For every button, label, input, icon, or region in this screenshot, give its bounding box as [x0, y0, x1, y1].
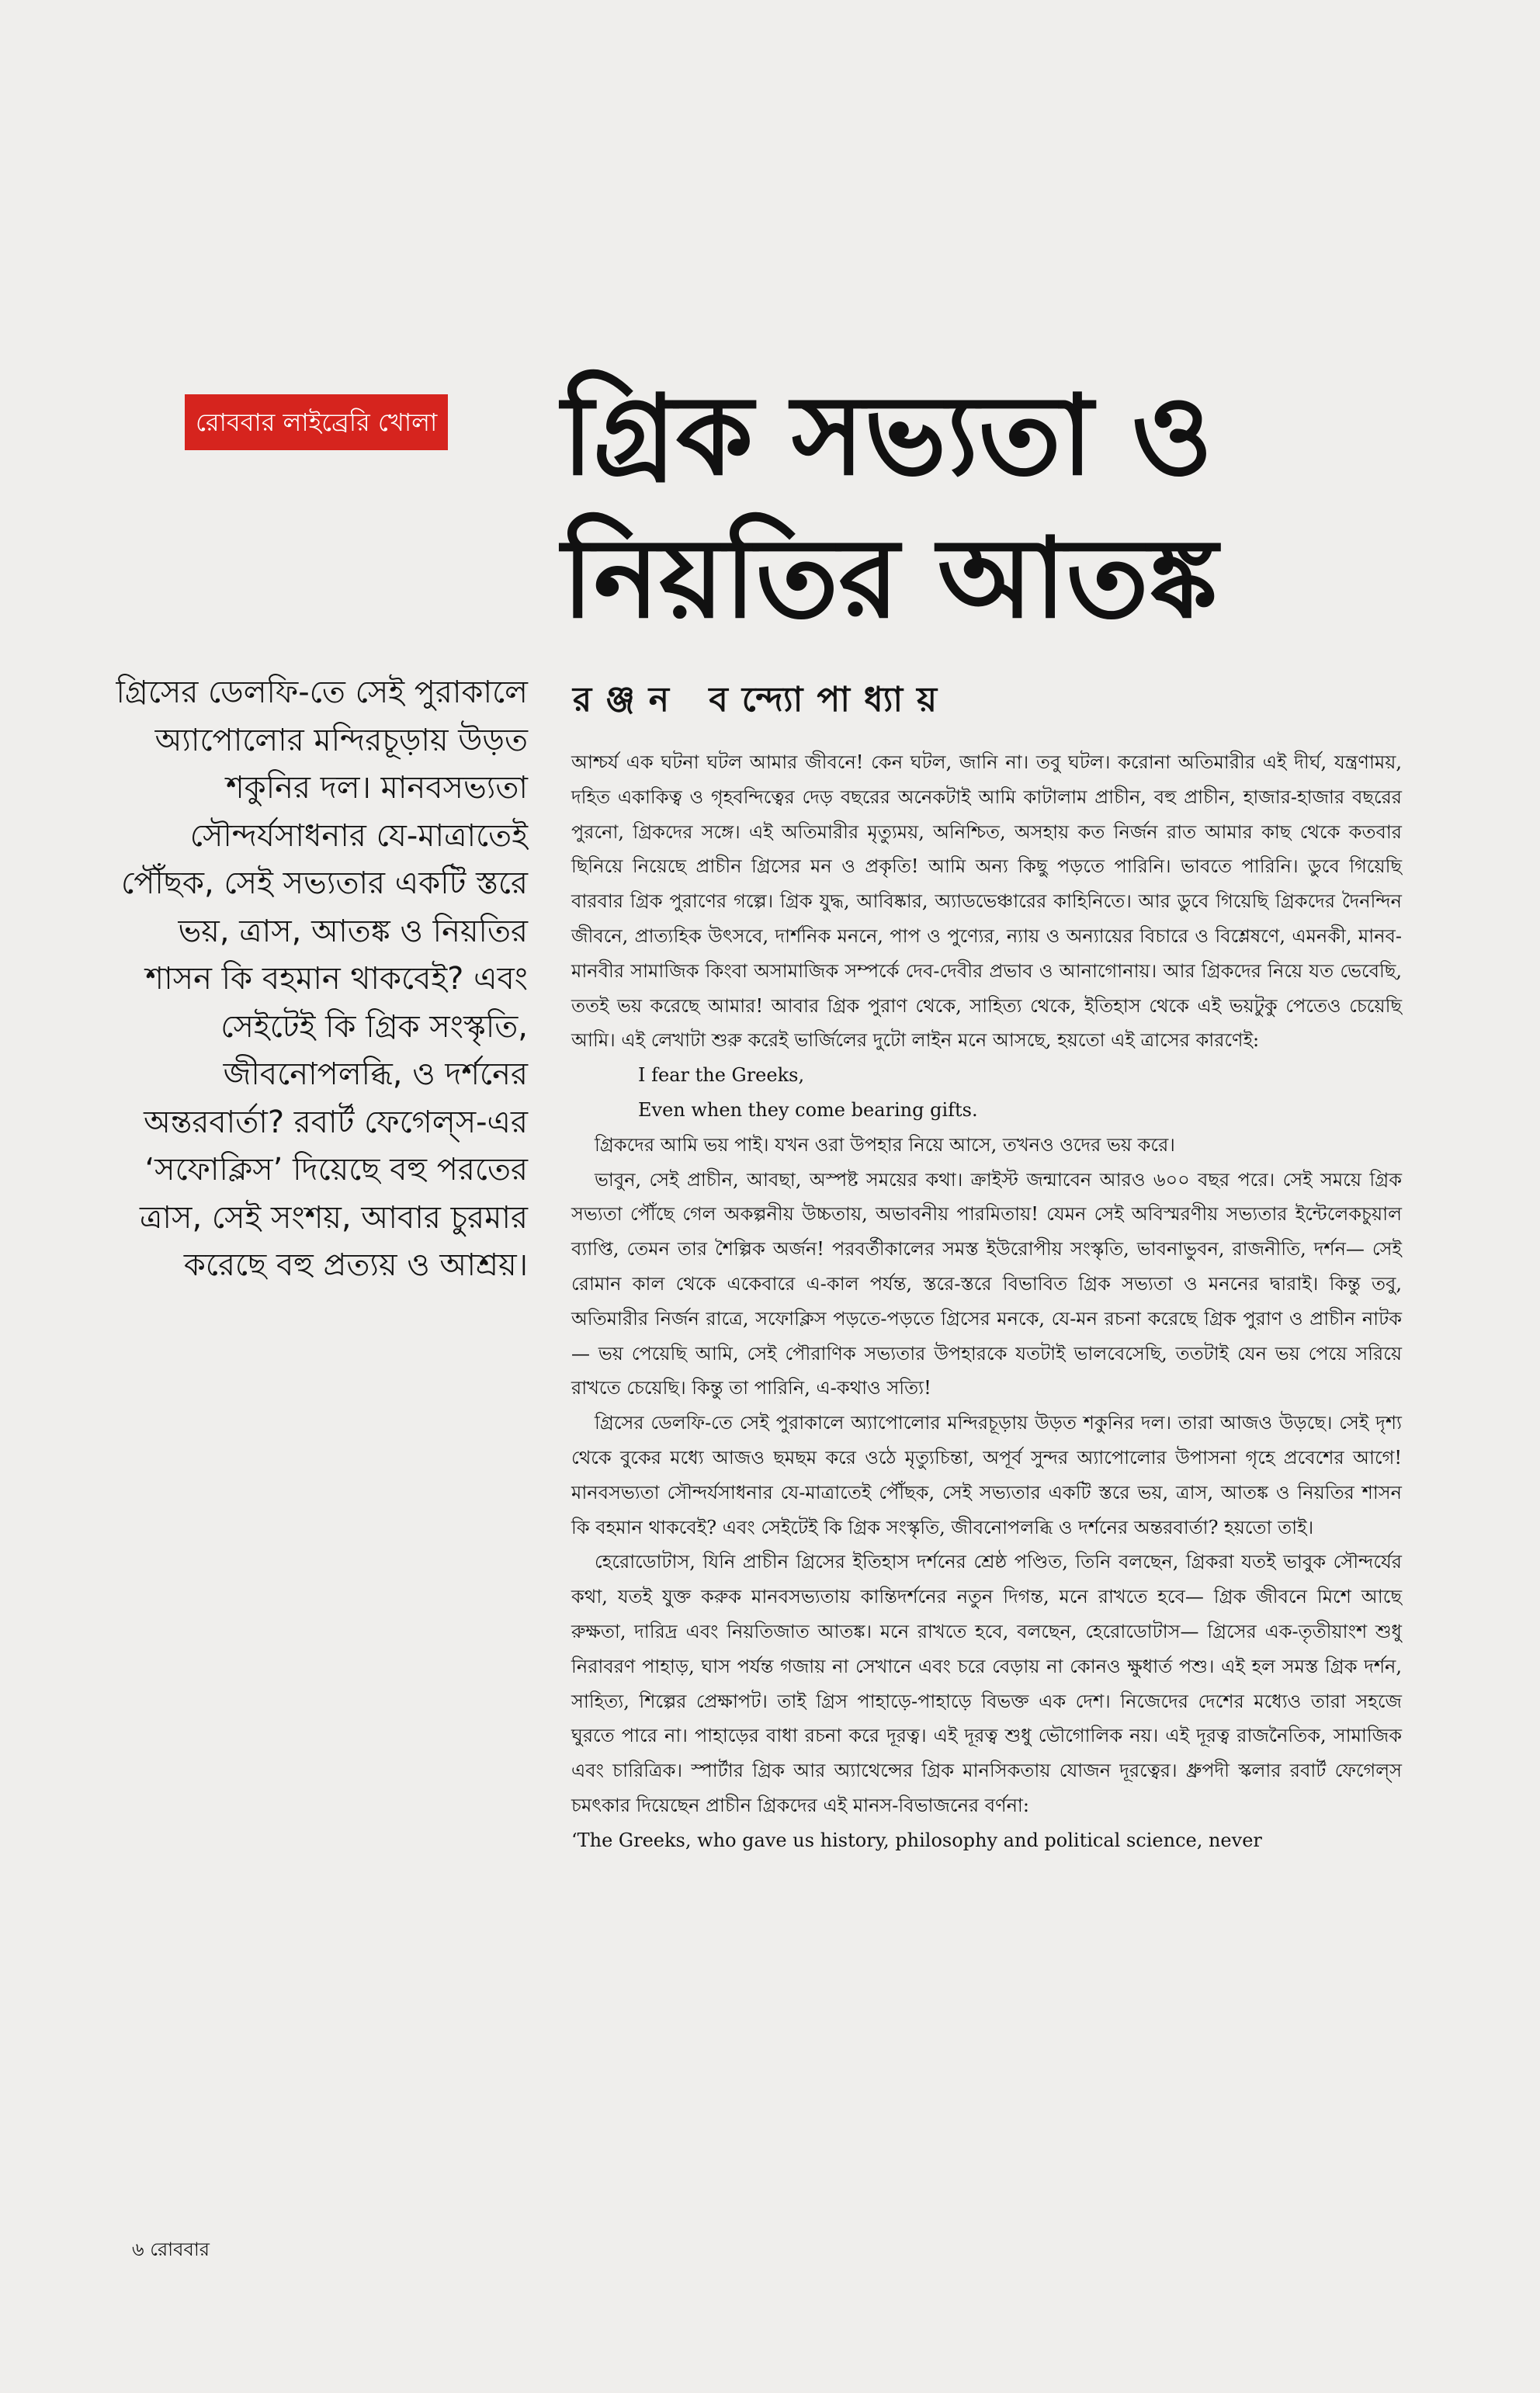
body-paragraph: গ্রিসের ডেলফি-তে সেই পুরাকালে অ্যাপোলোর মন্দিরচূড়ায় উড়ত শকুনির দল। তারা আজও উড়ছে। সেই দৃশ্য থেকে বুকের মধ্যে আজও ছমছম করে ওঠে মৃত্যুচিন্তা, অপূর্ব সুন্দর অ্যাপোলোর উপাসনা গৃহে প্রবেশের আগে! মানবসভ্যতা সৌন্দর্যসাধনার যে-মাত্রাতেই পৌঁছক, সেই সভ্যতার একটি স্তরে ভয়, ত্রাস, আতঙ্ক ও নিয়তির শাসন কি বহমান থাকবেই? এবং সেইটেই কি গ্রিক সংস্কৃতি, জীবনোপলব্ধি ও দর্শনের অন্তরবার্তা? হয়তো তাই।	[571, 1412, 1402, 1538]
title-line-1: গ্রিক সভ্যতা ও	[562, 372, 1213, 500]
article-body	[571, 745, 1402, 1858]
author-byline: রঞ্জন বন্দ্যোপাধ্যায়	[573, 680, 952, 720]
section-tag: রোববার লাইব্রেরি খোলা	[185, 394, 448, 450]
title-line-2: নিয়তির আতঙ্ক	[562, 515, 1218, 643]
article-title	[562, 365, 1478, 650]
body-paragraph: গ্রিকদের আমি ভয় পাই। যখন ওরা উপহার নিয়ে আসে, তখনও ওদের ভয় করে।	[595, 1133, 1175, 1156]
body-paragraph: আশ্চর্য এক ঘটনা ঘটল আমার জীবনে! কেন ঘটল, জানি না। তবু ঘটল। করোনা অতিমারীর এই দীর্ঘ, যন্ত্রণাময়, দহিত একাকিত্ব ও গৃহবন্দিত্বের দেড় বছরের অনেকটাই আমি কাটালাম প্রাচীন, বহু প্রাচীন, হাজার-হাজার বছরের পুরনো, গ্রিকদের সঙ্গে। এই অতিমারীর মৃত্যুময়, অনিশ্চিত, অসহায় কত নির্জন রাত আমার কাছ থেকে কতবার ছিনিয়ে নিয়েছে প্রাচীন গ্রিসের মন ও প্রকৃতি! আমি অন্য কিছু পড়তে পারিনি। ভাবতে পারিনি। ডুবে গিয়েছি বারবার গ্রিক পুরাণের গল্পে। গ্রিক যুদ্ধ, আবিষ্কার, অ্যাডভেঞ্চারের কাহিনিতে। আর ডুবে গিয়েছি গ্রিকদের দৈনন্দিন জীবনে, প্রাত্যহিক উৎসবে, দার্শনিক মননে, পাপ ও পুণ্যের, ন্যায় ও অন্যায়ের বিচারে ও বিশ্লেষণে, এমনকী, মানব-মানবীর সামাজিক কিংবা অসামাজিক সম্পর্কে দেব-দেবীর প্রভাব ও আনাগোনায়। আর গ্রিকদের নিয়ে যত ভেবেছি, ততই ভয় করেছে আমার! আবার গ্রিক পুরাণ থেকে, সাহিত্য থেকে, ইতিহাস থেকে এই ভয়টুকু পেতেও চেয়েছি আমি। এই লেখাটা শুরু করেই ভার্জিলের দুটো লাইন মনে আসছে, হয়তো এই ত্রাসের কারণেই:	[571, 751, 1402, 1052]
poem-line: Even when they come bearing gifts.	[638, 1098, 978, 1121]
pull-quote: গ্রিসের ডেলফি-তে সেই পুরাকালে অ্যাপোলোর মন্দিরচূড়ায় উড়ত শকুনির দল। মানবসভ্যতা সৌন্দর্যসাধনার যে-মাত্রাতেই পৌঁছক, সেই সভ্যতার একটি স্তরে ভয়, ত্রাস, আতঙ্ক ও নিয়তির শাসন কি বহমান থাকবেই? এবং সেইটেই কি গ্রিক সংস্কৃতি, জীবনোপলব্ধি, ও দর্শনের অন্তরবার্তা? রবার্ট ফেগেল্‌স-এর ‘সফোক্লিস’ দিয়েছে বহু পরতের ত্রাস, সেই সংশয়, আবার চুরমার করেছে বহু প্রত্যয় ও আশ্রয়।	[116, 675, 528, 1283]
body-paragraph: ভাবুন, সেই প্রাচীন, আবছা, অস্পষ্ট সময়ের কথা। ক্রাইস্ট জন্মাবেন আরও ৬০০ বছর পরে। সেই সময়ে গ্রিক সভ্যতা পৌঁছে গেল অকল্পনীয় উচ্চতায়, অভাবনীয় পারমিতায়! যেমন সেই অবিস্মরণীয় সভ্যতার ইন্টেলেকচুয়াল ব্যাপ্তি, তেমন তার শৈল্পিক অর্জন! পরবর্তীকালের সমস্ত ইউরোপীয় সংস্কৃতি, ভাবনাভুবন, রাজনীতি, দর্শন— সেই রোমান কাল থেকে একেবারে এ-কাল পর্যন্ত, স্তরে-স্তরে বিভাবিত গ্রিক সভ্যতা ও মননের দ্বারাই। কিন্তু তবু, অতিমারীর নির্জন রাত্রে, সফোক্লিস পড়তে-পড়তে গ্রিসের মনকে, যে-মন রচনা করেছে গ্রিক পুরাণ ও প্রাচীন নাটক— ভয় পেয়েছি আমি, সেই পৌরাণিক সভ্যতার উপহারকে যতটাই ভালবেসেছি, ততটাই যেন ভয় পেয়ে সরিয়ে রাখতে চেয়েছি। কিন্তু তা পারিনি, এ-কথাও সত্যি!	[571, 1168, 1402, 1399]
body-paragraph: হেরোডোটাস, যিনি প্রাচীন গ্রিসের ইতিহাস দর্শনের শ্রেষ্ঠ পণ্ডিত, তিনি বলছেন, গ্রিকরা যতই ভাবুক সৌন্দর্যের কথা, যতই যুক্ত করুক মানবসভ্যতায় কান্তিদর্শনের নতুন দিগন্ত, মনে রাখতে হবে— গ্রিক জীবনে মিশে আছে রুক্ষতা, দারিদ্র এবং নিয়তিজাত আতঙ্ক। মনে রাখতে হবে, বলছেন, হেরোডোটাস— গ্রিসের এক-তৃতীয়াংশ শুধু নিরাবরণ পাহাড়, ঘাস পর্যন্ত গজায় না সেখানে এবং চরে বেড়ায় না কোনও ক্ষুধার্ত পশু। এই হল সমস্ত গ্রিক দর্শন, সাহিত্য, শিল্পের প্রেক্ষাপট। তাই গ্রিস পাহাড়ে-পাহাড়ে বিভক্ত এক দেশ। নিজেদের দেশের মধ্যেও তারা সহজে ঘুরতে পারে না। পাহাড়ের বাধা রচনা করে দূরত্ব। এই দূরত্ব শুধু ভৌগোলিক নয়। এই দূরত্ব রাজনৈতিক, সামাজিক এবং চারিত্রিক। স্পার্টার গ্রিক আর অ্যাথেন্সের গ্রিক মানসিকতায় যোজন দূরত্বের। ধ্রুপদী স্কলার রবার্ট ফেগেল্‌স চমৎকার দিয়েছেন প্রাচীন গ্রিকদের এই মানস-বিভাজনের বর্ণনা:	[571, 1551, 1402, 1816]
page-folio: ৬ রোববার	[132, 2239, 210, 2260]
poem-line: I fear the Greeks,	[638, 1064, 805, 1087]
body-paragraph: ‘The Greeks, who gave us history, philosophy and political science, never	[571, 1829, 1262, 1851]
